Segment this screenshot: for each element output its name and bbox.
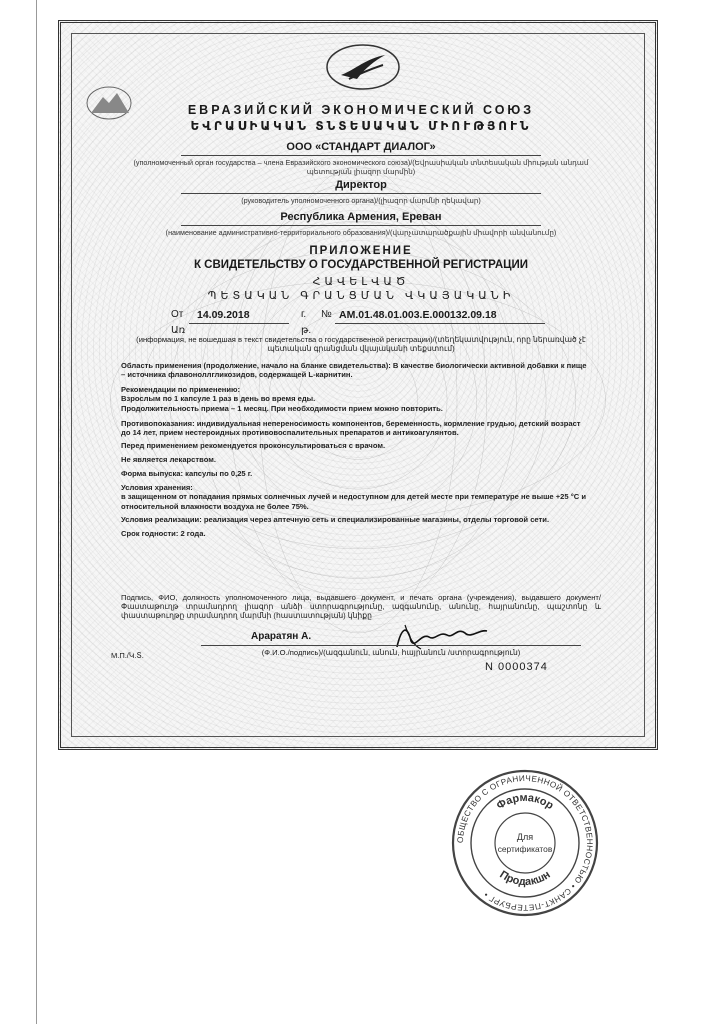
stamp-center-2: сертификатов <box>497 844 553 854</box>
body-sales: Условия реализации: реализация через аптечную сеть и специализированные магазины, отделы торговой сети. <box>121 515 550 524</box>
signature-underline <box>201 645 581 646</box>
issue-date: 14.09.2018 <box>197 309 250 321</box>
doc-title-am-1: ՀԱՎԵԼՎԱԾ <box>312 276 410 288</box>
body-consult: Перед применением рекомендуется проконсультироваться с врачом. <box>121 441 386 450</box>
svg-text:Продакшн <box>497 869 552 888</box>
head-caption: (руководитель уполномоченного органа)/(լիազոր մարմնի ղեկավար) <box>241 196 481 205</box>
body-contraindications: Противопоказания: индивидуальная непереносимость компонентов, беременность, кормление грудью, детский возраст до 14 лет, прием нестероидных противовоспалительных препаратов и антикоагулянтов. <box>121 419 581 438</box>
stamp-prodakshn: Продакшн <box>497 868 553 889</box>
from-label-am: Առ <box>171 325 186 336</box>
location-name: Республика Армения, Ереван <box>280 211 442 223</box>
head-name: Директор <box>335 179 387 191</box>
doc-title-am-2: ՊԵՏԱԿԱՆ ԳՐԱՆՑՄԱՆ ՎԿԱՅԱԿԱՆԻ <box>207 290 515 302</box>
body-scope: Область применения (продолжение, начало на бланке свидетельства): В качестве биологически активной добавки к пище – источника флавоноллгликозидов, содержащей L-карнитин. <box>121 361 587 380</box>
authority-underline <box>181 155 541 156</box>
head-underline <box>181 193 541 194</box>
location-underline <box>181 225 541 226</box>
certificate-number: AM.01.48.01.003.E.000132.09.18 <box>339 309 497 321</box>
number-label: № <box>321 309 332 320</box>
body-not-medicine: Не является лекарством. <box>121 455 216 464</box>
location-caption: (наименование административно-территориального образования)/(վարչատարածքային միավորի անվանումը) <box>165 228 557 237</box>
authority-caption: (уполномоченный орган государства – члена Евразийского экономического союза)/(Եվրասիական տնտեսական միության անդամ պետության լիազոր մարմին) <box>133 158 589 176</box>
signer-name-caption: (Ф.И.О./подпись)/(ազգանուն, անուն, հայրանուն /ստորագրություն) <box>261 648 521 657</box>
mp-label: М.П./Կ.Տ. <box>111 651 144 660</box>
from-label: От <box>171 309 184 320</box>
union-title-ru: ЕВРАЗИЙСКИЙ ЭКОНОМИЧЕСКИЙ СОЮЗ <box>187 103 535 117</box>
stamp-farmakor: Фармакор <box>494 791 556 813</box>
doc-title-ru-2: К СВИДЕТЕЛЬСТВУ О ГОСУДАРСТВЕННОЙ РЕГИСТРАЦИИ <box>193 259 529 271</box>
page-edge-line <box>36 0 37 1024</box>
body-shelf-life: Срок годности: 2 года. <box>121 529 206 538</box>
body-form: Форма выпуска: капсулы по 0,25 г. <box>121 469 253 478</box>
stamp-center-1: Для <box>516 832 534 842</box>
eaeu-emblem-icon <box>323 41 403 93</box>
signer-name: Араратян А. <box>251 631 312 642</box>
year-label-am: թ. <box>301 325 312 336</box>
stamp-outer-text: ОБЩЕСТВО С ОГРАНИЧЕННОЙ ОТВЕТСТВЕННОСТЬЮ • САНКТ-ПЕТЕРБУРГ • <box>455 773 595 913</box>
info-caption: (информация, не вошедшая в текст свидетельства о государственной регистрации)/(տեղեկատվություն, որը ներառված չէ պետական գրանցման վկայականի տեքստում) <box>136 335 586 354</box>
body-storage: Условия хранения: в защищенном от попадания прямых солнечных лучей и недоступном для детей месте при температуре не выше +25 °С и относительной влажности воздуха не более 75%. <box>121 483 587 511</box>
body-recommendations: Рекомендации по применению: Взрослым по 1 капсуле 1 раз в день во время еды. Продолжительность приема – 1 месяц. При необходимости прием можно повторить. <box>121 385 443 413</box>
year-label: г. <box>301 309 307 320</box>
signature-caption: Подпись, ФИО, должность уполномоченного лица, выдавшего документ, и печать органа (учреждения), выдавшего документ/Փաստաթուղթ տրամադրող լիազոր անձի ստորագրությունը, ազգանունը, անունը, հայրանունը, պաշտոնը և փաստաթուղթը տրամադրող մարմնի (հաստատության) կնիքը <box>121 593 601 621</box>
svg-text:Фармакор <box>495 792 556 812</box>
number-underline <box>335 323 545 324</box>
serial-number: N 0000374 <box>485 661 548 673</box>
union-title-am: ԵՎՐԱՍԻԱԿԱՆ ՏՆՏԵՍԱԿԱՆ ՄԻՈՒԹՅՈՒՆ <box>190 119 532 133</box>
company-stamp <box>450 768 600 918</box>
doc-title-ru-1: ПРИЛОЖЕНИЕ <box>309 245 413 257</box>
certificate-sheet <box>58 20 658 750</box>
authority-name: ООО «СТАНДАРТ ДИАЛОГ» <box>286 141 436 153</box>
date-underline <box>189 323 289 324</box>
